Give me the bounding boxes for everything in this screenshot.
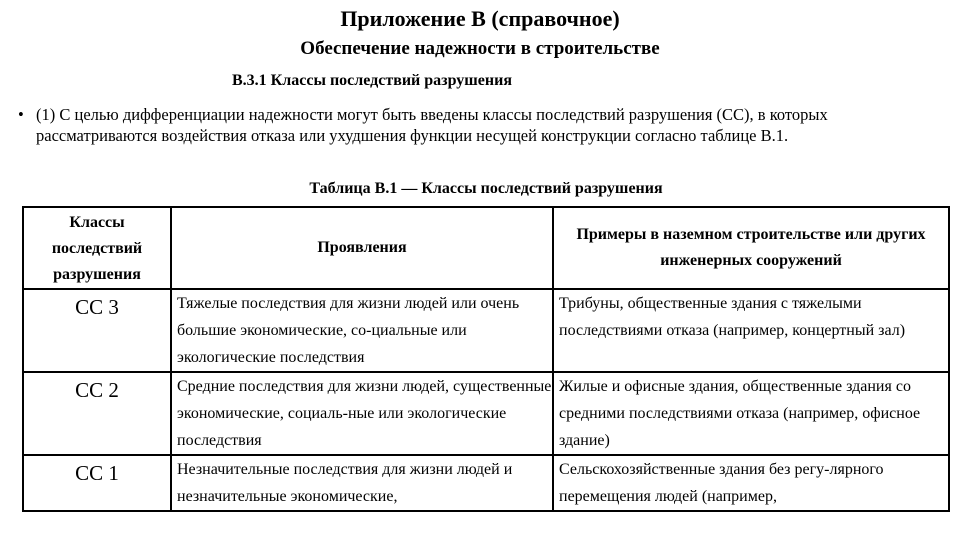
header-classes: Классы последствий разрушения bbox=[23, 207, 171, 289]
table-row bbox=[23, 289, 949, 372]
section-heading: В.3.1 Классы последствий разрушения bbox=[232, 72, 512, 89]
table-header-row bbox=[23, 207, 949, 289]
header-examples: Примеры в наземном строительстве или других инженерных сооружений bbox=[553, 207, 949, 289]
table-caption: Таблица В.1 — Классы последствий разрушения bbox=[309, 180, 663, 197]
manifestation-cell: Средние последствия для жизни людей, существенные экономические, социаль-ные или экологические последствия bbox=[171, 372, 553, 455]
class-cell: СС 2 bbox=[23, 372, 171, 455]
manifestation-cell: Незначительные последствия для жизни людей и незначительные экономические, bbox=[171, 455, 553, 511]
manifestation-cell: Тяжелые последствия для жизни людей или очень большие экономические, со-циальные или экологические последствия bbox=[171, 289, 553, 372]
class-cell: СС 1 bbox=[23, 455, 171, 511]
header-manifestation: Проявления bbox=[171, 207, 553, 289]
examples-cell: Жилые и офисные здания, общественные здания со средними последствиями отказа (например, офисное здание) bbox=[553, 372, 949, 455]
table-row bbox=[23, 372, 949, 455]
examples-cell: Трибуны, общественные здания с тяжелыми последствиями отказа (например, концертный зал) bbox=[553, 289, 949, 372]
page-title: Приложение В (справочное) bbox=[340, 6, 620, 31]
intro-text: (1) С целью дифференциации надежности могут быть введены классы последствий разрушения (СС), в которых рассматриваются воздействия отказа или ухудшения функции несущей конструкции согласно таблице В.1. bbox=[36, 105, 828, 145]
examples-cell: Сельскохозяйственные здания без регу-лярного перемещения людей (например, bbox=[553, 455, 949, 511]
consequence-classes-table bbox=[22, 206, 950, 512]
table-row bbox=[23, 455, 949, 511]
class-cell: СС 3 bbox=[23, 289, 171, 372]
bullet-marker: • bbox=[18, 105, 24, 124]
intro-paragraph bbox=[18, 104, 948, 146]
page-subtitle: Обеспечение надежности в строительстве bbox=[300, 38, 660, 59]
